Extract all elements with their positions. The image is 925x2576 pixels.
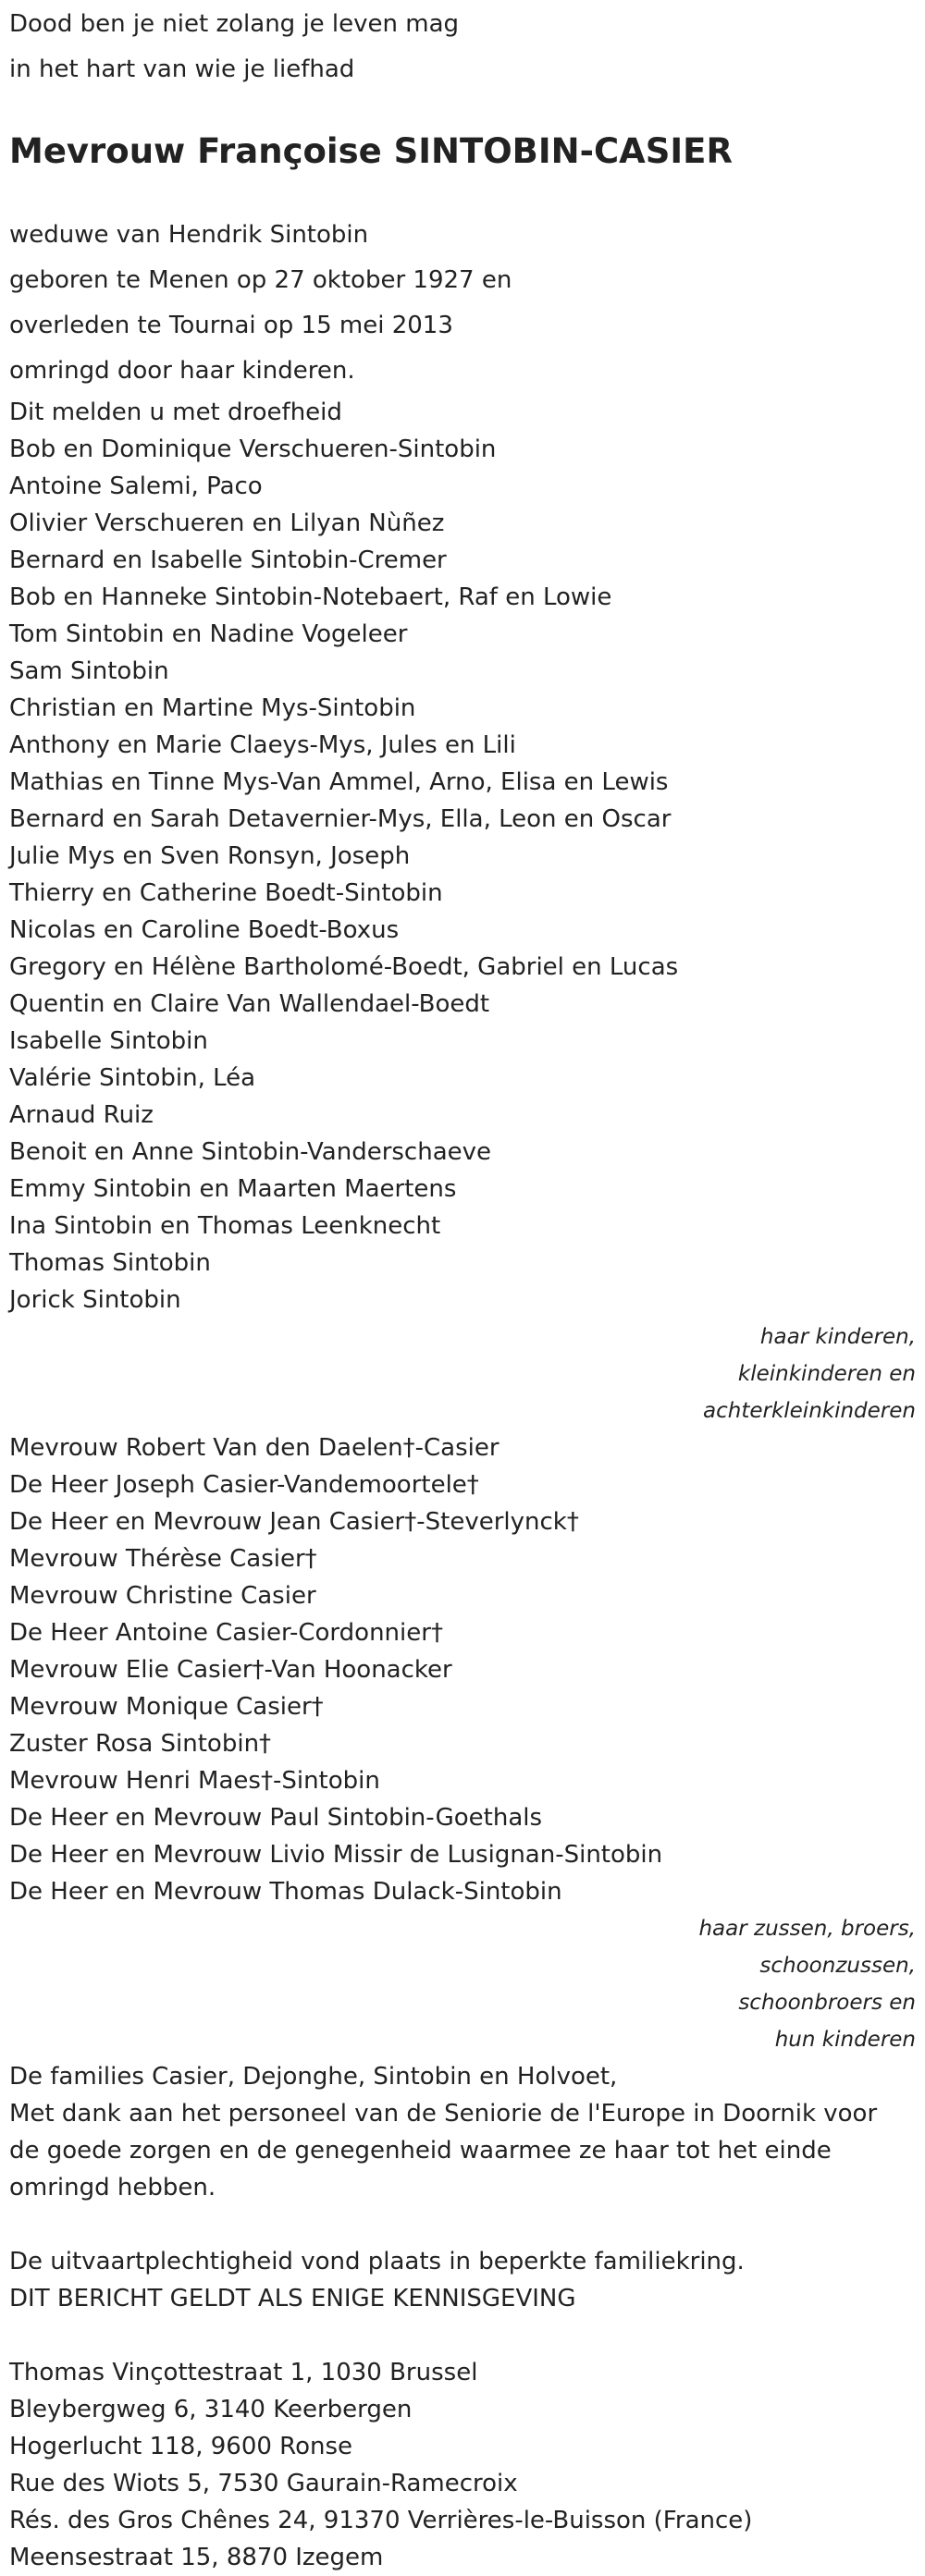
address: Rue des Wiots 5, 7530 Gaurain-Ramecroix xyxy=(9,2470,518,2497)
role-line: schoonzussen, xyxy=(759,1954,916,1978)
families-paragraph xyxy=(9,2058,916,2206)
role-line: schoonbroers en xyxy=(738,1991,916,2015)
children-list xyxy=(9,431,916,1319)
list-item: Christian en Martine Mys-Sintobin xyxy=(9,694,416,722)
list-item: Bob en Dominique Verschueren-Sintobin xyxy=(9,435,497,463)
list-item: Bernard en Sarah Detavernier-Mys, Ella, Leon en Oscar xyxy=(9,805,672,833)
list-item: Mevrouw Thérèse Casier† xyxy=(9,1545,317,1573)
list-item: Nicolas en Caroline Boedt-Boxus xyxy=(9,916,400,944)
deceased-name: Mevrouw Françoise SINTOBIN-CASIER xyxy=(9,131,733,171)
funeral-notice xyxy=(9,2243,916,2317)
list-item: Thierry en Catherine Boedt-Sintobin xyxy=(9,879,443,907)
address: Thomas Vinçottestraat 1, 1030 Brussel xyxy=(9,2359,478,2386)
address-list xyxy=(9,2354,916,2576)
list-item: Julie Mys en Sven Ronsyn, Joseph xyxy=(9,842,411,870)
list-item: Antoine Salemi, Paco xyxy=(9,472,263,500)
list-item: Arnaud Ruiz xyxy=(9,1101,154,1129)
paragraph-line: De families Casier, Dejonghe, Sintobin en Holvoet, xyxy=(9,2063,618,2091)
list-item: Isabelle Sintobin xyxy=(9,1027,208,1055)
bio-line: overleden te Tournai op 15 mei 2013 xyxy=(9,312,453,339)
list-item: Sam Sintobin xyxy=(9,657,169,685)
role-line: haar kinderen, xyxy=(759,1325,916,1349)
bio-line: geboren te Menen op 27 oktober 1927 en xyxy=(9,266,512,294)
list-item: Quentin en Claire Van Wallendael-Boedt xyxy=(9,990,490,1018)
poem-line: Dood ben je niet zolang je leven mag xyxy=(9,10,460,38)
paragraph-line: Met dank aan het personeel van de Seniorie de l'Europe in Doornik voor xyxy=(9,2100,878,2128)
list-item: Valérie Sintobin, Léa xyxy=(9,1064,256,1092)
notice-line: DIT BERICHT GELDT ALS ENIGE KENNISGEVING xyxy=(9,2285,576,2312)
obituary xyxy=(9,0,916,2576)
bio-line: weduwe van Hendrik Sintobin xyxy=(9,221,369,249)
role-line: hun kinderen xyxy=(774,2028,916,2052)
list-item: Mevrouw Henri Maes†-Sintobin xyxy=(9,1767,380,1795)
poem-line: in het hart van wie je liefhad xyxy=(9,55,355,83)
list-item: De Heer en Mevrouw Livio Missir de Lusignan-Sintobin xyxy=(9,1841,663,1869)
role-line: haar zussen, broers, xyxy=(698,1917,916,1941)
list-item: Gregory en Hélène Bartholomé-Boedt, Gabriel en Lucas xyxy=(9,953,679,981)
list-item: Zuster Rosa Sintobin† xyxy=(9,1730,272,1758)
list-item: Tom Sintobin en Nadine Vogeleer xyxy=(9,620,408,648)
list-item: Mathias en Tinne Mys-Van Ammel, Arno, Elisa en Lewis xyxy=(9,768,669,796)
list-item: Jorick Sintobin xyxy=(9,1286,181,1314)
role-line: achterkleinkinderen xyxy=(703,1399,916,1423)
list-item: Ina Sintobin en Thomas Leenknecht xyxy=(9,1212,441,1240)
poem xyxy=(9,2,916,92)
list-item: Mevrouw Monique Casier† xyxy=(9,1693,324,1721)
address: Rés. des Gros Chênes 24, 91370 Verrières-le-Buisson (France) xyxy=(9,2507,753,2534)
list-item: Bernard en Isabelle Sintobin-Cremer xyxy=(9,546,447,574)
list-item: Mevrouw Elie Casier†-Van Hoonacker xyxy=(9,1656,452,1684)
children-role xyxy=(9,1319,916,1429)
list-item: De Heer Antoine Casier-Cordonnier† xyxy=(9,1619,443,1647)
siblings-role xyxy=(9,1910,916,2058)
list-item: De Heer en Mevrouw Jean Casier†-Steverlynck† xyxy=(9,1508,579,1536)
list-item: Mevrouw Christine Casier xyxy=(9,1582,316,1610)
list-item: De Heer en Mevrouw Paul Sintobin-Goethals xyxy=(9,1804,543,1832)
siblings-list xyxy=(9,1429,916,1910)
list-item: Benoit en Anne Sintobin-Vanderschaeve xyxy=(9,1138,492,1166)
list-item: Emmy Sintobin en Maarten Maertens xyxy=(9,1175,457,1203)
list-item: Anthony en Marie Claeys-Mys, Jules en Lili xyxy=(9,731,516,759)
list-item: Thomas Sintobin xyxy=(9,1249,211,1277)
role-line: kleinkinderen en xyxy=(737,1362,916,1386)
bio-line: omringd door haar kinderen. xyxy=(9,357,355,385)
paragraph-line: omringd hebben. xyxy=(9,2174,216,2202)
address: Hogerlucht 118, 9600 Ronse xyxy=(9,2433,352,2460)
paragraph-line: De uitvaartplechtigheid vond plaats in beperkte familiekring. xyxy=(9,2248,745,2275)
paragraph-line: de goede zorgen en de genegenheid waarmee ze haar tot het einde xyxy=(9,2137,832,2165)
list-item: De Heer en Mevrouw Thomas Dulack-Sintobin xyxy=(9,1878,562,1906)
address: Meensestraat 15, 8870 Izegem xyxy=(9,2544,384,2571)
list-item: Olivier Verschueren en Lilyan Nùñez xyxy=(9,509,445,537)
announcement: Dit melden u met droefheid xyxy=(9,399,342,426)
list-item: Mevrouw Robert Van den Daelen†-Casier xyxy=(9,1434,500,1462)
list-item: De Heer Joseph Casier-Vandemoortele† xyxy=(9,1471,479,1499)
address: Bleybergweg 6, 3140 Keerbergen xyxy=(9,2396,413,2423)
biography xyxy=(9,213,916,394)
list-item: Bob en Hanneke Sintobin-Notebaert, Raf en Lowie xyxy=(9,583,612,611)
